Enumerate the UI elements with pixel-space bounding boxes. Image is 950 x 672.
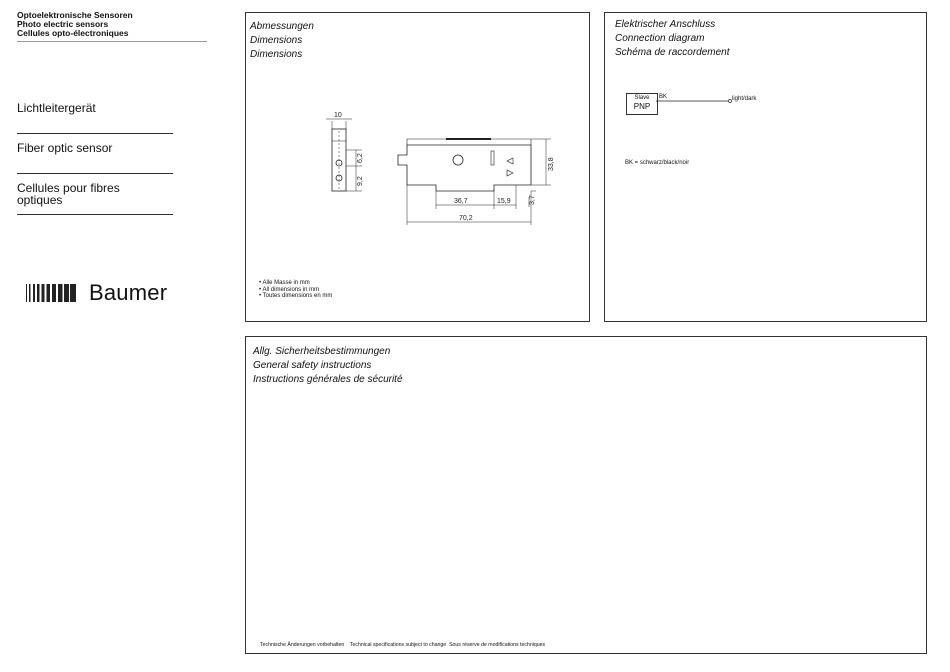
connection-title-en: Connection diagram xyxy=(615,33,705,44)
connection-title-fr: Schéma de raccordement xyxy=(615,47,730,58)
wire-line xyxy=(656,97,736,105)
connection-panel xyxy=(604,12,927,322)
dim-label-width: 10 xyxy=(334,112,342,119)
pnp-label: PNP xyxy=(633,102,651,111)
baumer-logo-bars-icon xyxy=(26,284,76,302)
safety-title xyxy=(253,345,403,387)
technical-changes-footer: Technische Änderungen vorbehalten Technical specifications subject to change Sous réserve de modifications techniques xyxy=(260,642,546,648)
dimensions-panel xyxy=(245,12,590,322)
product-name-en: Fiber optic sensor xyxy=(17,141,113,155)
dim-label-length-a: 36,7 xyxy=(454,198,468,205)
connection-title xyxy=(615,18,730,60)
dimension-note-fr: • Toutes dimensions en mm xyxy=(259,293,333,299)
product-divider-3 xyxy=(17,214,173,215)
baumer-logo xyxy=(26,282,176,308)
dim-label-height: 33,8 xyxy=(548,157,555,171)
wire-color-legend: BK = schwarz/black/noir xyxy=(625,160,690,166)
baumer-logo-text: Baumer xyxy=(89,280,168,305)
product-name-fr-line2: optiques xyxy=(17,193,63,207)
wire-label: BK xyxy=(659,94,668,100)
dimensions-title-fr: Dimensions xyxy=(250,49,303,60)
dim-label-length-b: 15,9 xyxy=(497,198,511,205)
dimensions-title-en: Dimensions xyxy=(250,35,303,46)
front-view-body xyxy=(398,145,531,191)
dim-label-total: 70,2 xyxy=(459,215,473,222)
slave-pnp-box xyxy=(626,93,658,115)
safety-title-de: Allg. Sicherheitsbestimmungen xyxy=(253,346,391,357)
category-line-de: Optoelektronische Sensoren xyxy=(17,10,133,20)
category-line-en: Photo electric sensors xyxy=(17,19,109,29)
dimension-note-de: • Alle Masse in mm xyxy=(259,280,310,286)
dimension-note-en: • All dimensions in mm xyxy=(259,286,320,293)
dim-label-side-lower: 9,2 xyxy=(357,176,364,186)
safety-title-en: General safety instructions xyxy=(253,360,372,371)
product-name-fr-line1: Cellules pour fibres xyxy=(17,181,120,195)
header-divider xyxy=(17,41,207,42)
category-line-fr: Cellules opto-électroniques xyxy=(17,28,129,38)
output-label: light/dark xyxy=(732,96,757,102)
slave-label: Slave xyxy=(634,95,650,101)
product-divider-2 xyxy=(17,173,173,174)
dimension-notes xyxy=(259,280,332,300)
dimensions-title-de: Abmessungen xyxy=(250,21,314,32)
dimension-drawing xyxy=(246,13,589,321)
category-header xyxy=(17,11,133,38)
safety-panel xyxy=(245,336,927,654)
dim-label-side-upper: 6,2 xyxy=(357,153,364,163)
product-divider-1 xyxy=(17,133,173,134)
product-name-fr xyxy=(17,182,173,206)
dim-label-foot: 3,7 xyxy=(529,195,536,205)
front-view-potentiometer xyxy=(453,155,463,165)
connection-title-de: Elektrischer Anschluss xyxy=(615,19,716,30)
product-name-de: Lichtleitergerät xyxy=(17,101,96,115)
safety-title-fr: Instructions générales de sécurité xyxy=(253,374,403,385)
